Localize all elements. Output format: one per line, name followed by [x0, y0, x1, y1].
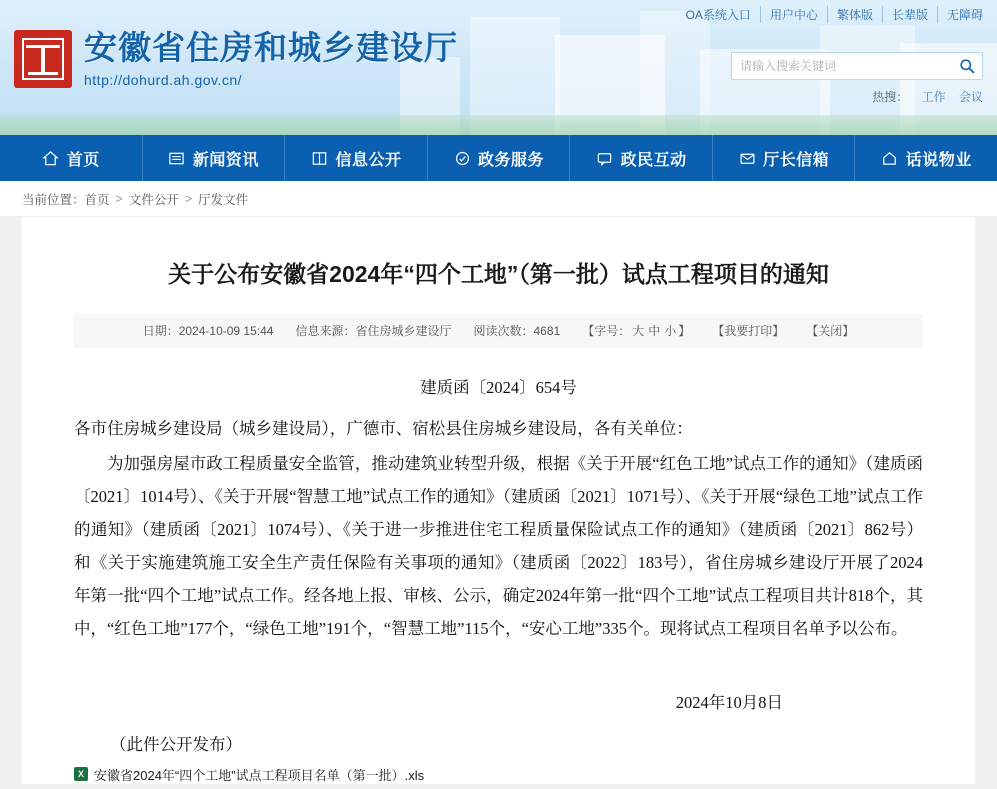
nav-item-home[interactable]	[0, 135, 143, 181]
service-icon	[453, 149, 471, 167]
font-size-end: 】	[678, 324, 691, 338]
meta-reads-label: 阅读次数：	[473, 324, 534, 338]
print-button[interactable]: 【我要打印】	[712, 324, 785, 338]
news-icon	[168, 149, 186, 167]
breadcrumb-separator: >	[115, 191, 123, 206]
nav-item-info-disclosure[interactable]	[285, 135, 428, 181]
hot-word-2[interactable]: 会议	[958, 90, 983, 104]
hot-search-label: 热搜：	[872, 90, 909, 104]
content-area	[0, 217, 997, 789]
emblem-icon	[14, 30, 72, 88]
document-number: 建质函〔2024〕654号	[420, 377, 577, 397]
breadcrumb-separator: >	[184, 191, 193, 206]
nav-label: 信息公开	[335, 151, 402, 169]
top-utility-links	[677, 6, 983, 23]
nav-label: 首页	[66, 151, 100, 169]
close-button[interactable]: 【关闭】	[806, 324, 855, 338]
breadcrumb-prefix: 当前位置：	[22, 192, 85, 207]
document-card	[22, 217, 975, 784]
meta-reads-value: 4681	[533, 324, 561, 338]
document-meta-bar	[74, 314, 923, 348]
search-input[interactable]	[732, 53, 952, 79]
font-size-label: 【字号：	[582, 324, 631, 338]
site-logo-block[interactable]	[14, 30, 458, 88]
document-publish-note: （此件公开发布）	[110, 734, 242, 754]
document-paragraph: 各市住房城乡建设局（城乡建设局），广德市、宿松县住房城乡建设局，各有关单位：	[74, 418, 693, 438]
site-banner	[0, 0, 997, 135]
nav-label: 厅长信箱	[763, 151, 830, 169]
top-link-traditional[interactable]: 繁体版	[828, 6, 883, 23]
attachment-link[interactable]: 安徽省2024年“四个工地”试点工程项目名单（第一批）.xls	[94, 767, 425, 783]
meta-source-label: 信息来源：	[295, 324, 356, 338]
nav-label: 政民互动	[620, 151, 687, 169]
font-size-medium[interactable]: 中	[648, 324, 661, 338]
page-title: 关于公布安徽省2024年“四个工地”（第一批）试点工程项目的通知	[168, 261, 829, 287]
nav-item-government-service[interactable]	[428, 135, 571, 181]
nav-item-interaction[interactable]	[570, 135, 713, 181]
breadcrumb-item-home[interactable]: 首页	[84, 192, 110, 207]
meta-date-value: 2024-10-09 15:44	[178, 324, 274, 338]
search-icon[interactable]	[952, 53, 982, 79]
breadcrumb-item-documents[interactable]: 文件公开	[128, 192, 179, 207]
site-title: 安徽省住房和城乡建设厅	[84, 29, 458, 67]
mail-icon	[738, 149, 756, 167]
document-body	[74, 412, 923, 645]
home-icon	[42, 149, 60, 167]
font-size-control	[582, 322, 690, 339]
document-paragraph: 为加强房屋市政工程质量安全监管，推动建筑业转型升级，根据《关于开展“红色工地”试点工作的通知》（建质函〔2021〕1014号）、《关于开展“智慧工地”试点工作的通知》（建质函〔2021〕1071号）、《关于开展“绿色工地”试点工作的通知》（建质函〔2021〕1074号）、《关于进一步推进住宅工程质量保险试点工作的通知》（建质函〔2021〕862号）和《关于实施建筑施工安全生产责任保险有关事项的通知》（建质函〔2022〕183号），省住房城乡建设厅开展了2024年第一批“四个工地”试点工作。经各地上报、审核、公示，确定2024年第一批“四个工地”试点工程项目共计818个，其中，“红色工地”177个，“绿色工地”191个，“智慧工地”115个，“安心工地”335个。现将试点工程项目名单予以公布。	[74, 453, 923, 638]
top-link-accessibility[interactable]: 无障碍	[946, 8, 983, 22]
document-sign-date: 2024年10月8日	[675, 692, 783, 712]
nav-label: 话说物业	[905, 151, 972, 169]
hot-search	[872, 88, 983, 105]
nav-item-director-mailbox[interactable]	[713, 135, 856, 181]
font-size-small[interactable]: 小	[664, 324, 677, 338]
meta-date	[143, 322, 274, 339]
nav-label: 政务服务	[478, 151, 545, 169]
breadcrumb-item-department-docs[interactable]: 厅发文件	[198, 192, 249, 207]
top-link-user-center[interactable]: 用户中心	[761, 6, 828, 23]
meta-date-label: 日期：	[142, 324, 179, 338]
meta-reads	[473, 322, 560, 339]
top-link-oa[interactable]: OA系统入口	[677, 6, 761, 23]
search-box[interactable]	[731, 52, 983, 80]
hot-word-1[interactable]: 工作	[921, 90, 946, 104]
top-link-elder-mode[interactable]: 长辈版	[883, 6, 938, 23]
main-nav	[0, 135, 997, 181]
meta-source-value: 省住房城乡建设厅	[355, 324, 452, 338]
xls-file-icon: X	[74, 767, 88, 781]
nav-item-property-talk[interactable]	[855, 135, 997, 181]
chat-icon	[596, 149, 614, 167]
book-icon	[310, 149, 328, 167]
font-size-large[interactable]: 大	[632, 324, 645, 338]
house-icon	[881, 149, 899, 167]
attachment-row[interactable]	[74, 765, 923, 784]
meta-source	[295, 322, 451, 339]
nav-item-news[interactable]	[143, 135, 286, 181]
breadcrumb	[0, 181, 997, 217]
banner-foreground	[0, 115, 997, 135]
site-url: http://dohurd.ah.gov.cn/	[84, 71, 243, 88]
nav-label: 新闻资讯	[192, 151, 259, 169]
